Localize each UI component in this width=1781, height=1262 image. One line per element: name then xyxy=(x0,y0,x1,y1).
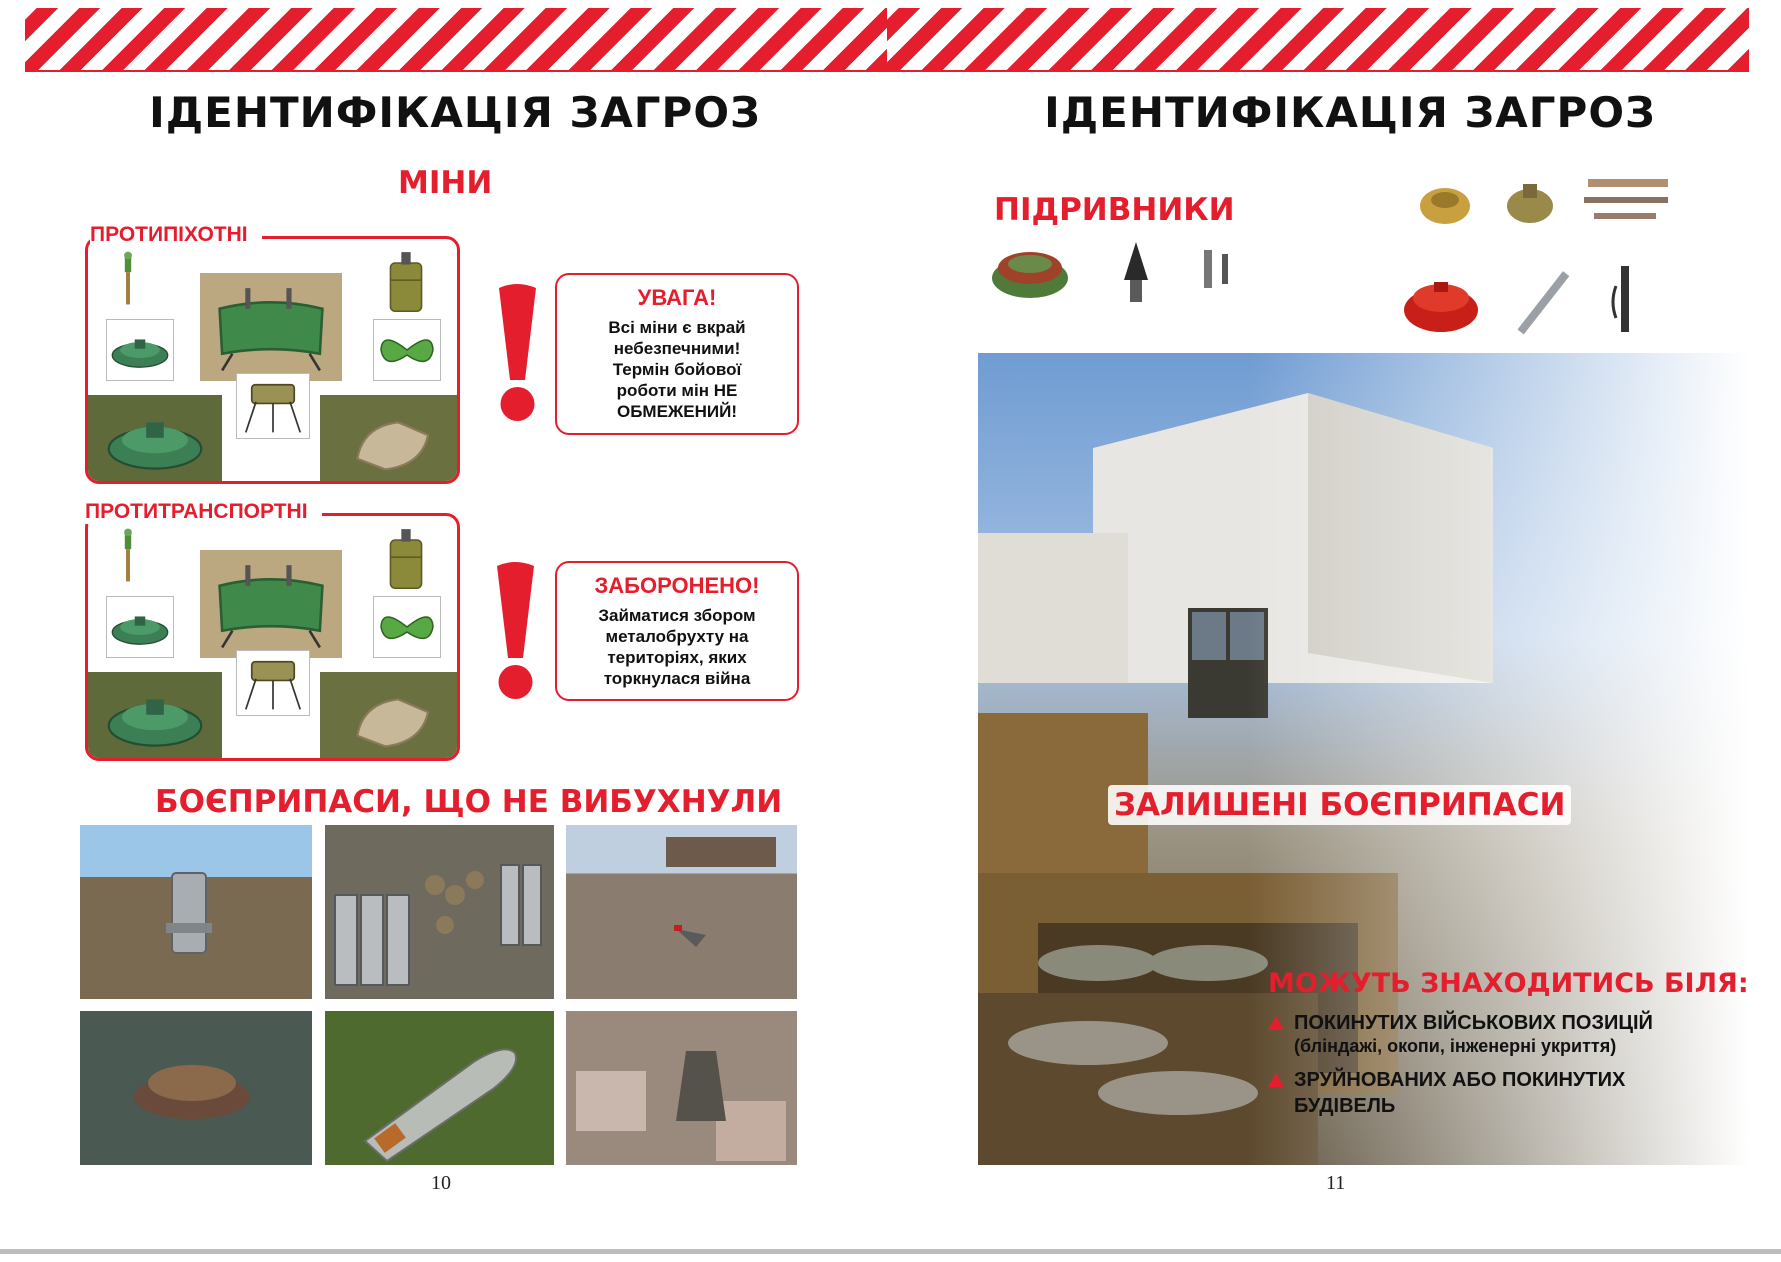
warning-box xyxy=(555,273,799,435)
triangle-bullet-icon xyxy=(1268,1073,1284,1087)
mine-photo-wedge-grass xyxy=(320,395,457,481)
uxo-heading: БОЄПРИПАСИ, ЩО НЕ ВИБУХНУЛИ xyxy=(155,784,783,820)
uxo-photo-field xyxy=(80,825,312,999)
mine-photo-round-grass xyxy=(88,395,222,481)
mine-photo-round-small xyxy=(106,319,174,381)
uxo-photo-water xyxy=(80,1011,312,1165)
triangle-bullet-icon xyxy=(1268,1016,1284,1030)
mine-photo-claymore-2 xyxy=(200,550,342,658)
mine-photo-wedge-grass-2 xyxy=(320,672,457,758)
fuze-round-gold-icon xyxy=(1418,178,1472,228)
mine-photo-fuze-2 xyxy=(108,526,148,584)
mine-photo-cylinder-2 xyxy=(378,526,434,596)
fuze-red-disc-icon xyxy=(1402,270,1480,334)
mine-photo-butterfly-2 xyxy=(373,596,441,658)
warning-title: УВАГА! xyxy=(637,285,717,310)
mine-photo-tripod xyxy=(236,373,310,439)
antitransport-mines-panel xyxy=(85,513,460,761)
exclamation-icon xyxy=(495,280,540,425)
abandoned-heading: ЗАЛИШЕНІ БОЄПРИПАСИ xyxy=(1108,785,1571,825)
prohibited-title: ЗАБОРОНЕНО! xyxy=(594,573,760,598)
fuze-rods-icon xyxy=(1580,175,1676,227)
list-item: ЗРУЙНОВАНИХ АБО ПОКИНУТИХ БУДІВЕЛЬ xyxy=(1268,1067,1738,1119)
hazard-stripe-right xyxy=(887,8,1749,72)
antipersonnel-mines-panel xyxy=(85,236,460,484)
may-be-near-heading: МОЖУТЬ ЗНАХОДИТИСЬ БІЛЯ: xyxy=(1268,968,1749,999)
antipersonnel-label: ПРОТИПІХОТНІ xyxy=(90,223,262,247)
fuze-cone-icon xyxy=(1120,240,1152,306)
bottom-rule xyxy=(0,1249,1781,1254)
fuze-disc-icon xyxy=(990,240,1070,302)
exclamation-icon xyxy=(493,558,538,703)
prohibited-box xyxy=(555,561,799,701)
mine-photo-round-small-2 xyxy=(106,596,174,658)
hazard-stripe-left xyxy=(25,8,887,72)
warning-text: Всі міни є вкрай небезпечними! Термін бойової роботи мін НЕ ОБМЕЖЕНИЙ! xyxy=(608,318,746,421)
prohibited-text: Займатися збором металобрухту на територіях, яких торкнулася війна xyxy=(598,606,756,688)
fuze-tube-icon xyxy=(1512,266,1576,338)
uxo-photo-submunitions xyxy=(325,825,554,999)
antitransport-label: ПРОТИТРАНСПОРТНІ xyxy=(85,500,322,524)
page-number-left: 10 xyxy=(431,1172,451,1194)
uxo-photo-shell-grass xyxy=(325,1011,554,1165)
fuze-pull-icon xyxy=(1608,262,1642,338)
mine-photo-claymore xyxy=(200,273,342,381)
mines-heading: МІНИ xyxy=(398,165,493,201)
mine-photo-butterfly xyxy=(373,319,441,381)
page-title-left: ІДЕНТИФІКАЦІЯ ЗАГРОЗ xyxy=(149,88,761,137)
uxo-photo-road xyxy=(566,825,797,999)
mine-photo-cylinder xyxy=(378,249,434,319)
locations-list xyxy=(1268,1010,1738,1129)
page-title-right: ІДЕНТИФІКАЦІЯ ЗАГРОЗ xyxy=(1044,88,1656,137)
page-number-right: 11 xyxy=(1326,1172,1346,1194)
fuze-pins-icon xyxy=(1200,248,1234,290)
mine-photo-tripod-2 xyxy=(236,650,310,716)
mine-photo-round-grass-2 xyxy=(88,672,222,758)
mine-photo-fuze xyxy=(108,249,148,307)
list-item: ПОКИНУТИХ ВІЙСЬКОВИХ ПОЗИЦІЙ (бліндажі, окопи, інженерні укриття) xyxy=(1268,1010,1738,1057)
fuze-round-olive-icon xyxy=(1505,178,1555,226)
uxo-photo-rubble xyxy=(566,1011,797,1165)
fuzes-heading: ПІДРИВНИКИ xyxy=(994,192,1235,228)
